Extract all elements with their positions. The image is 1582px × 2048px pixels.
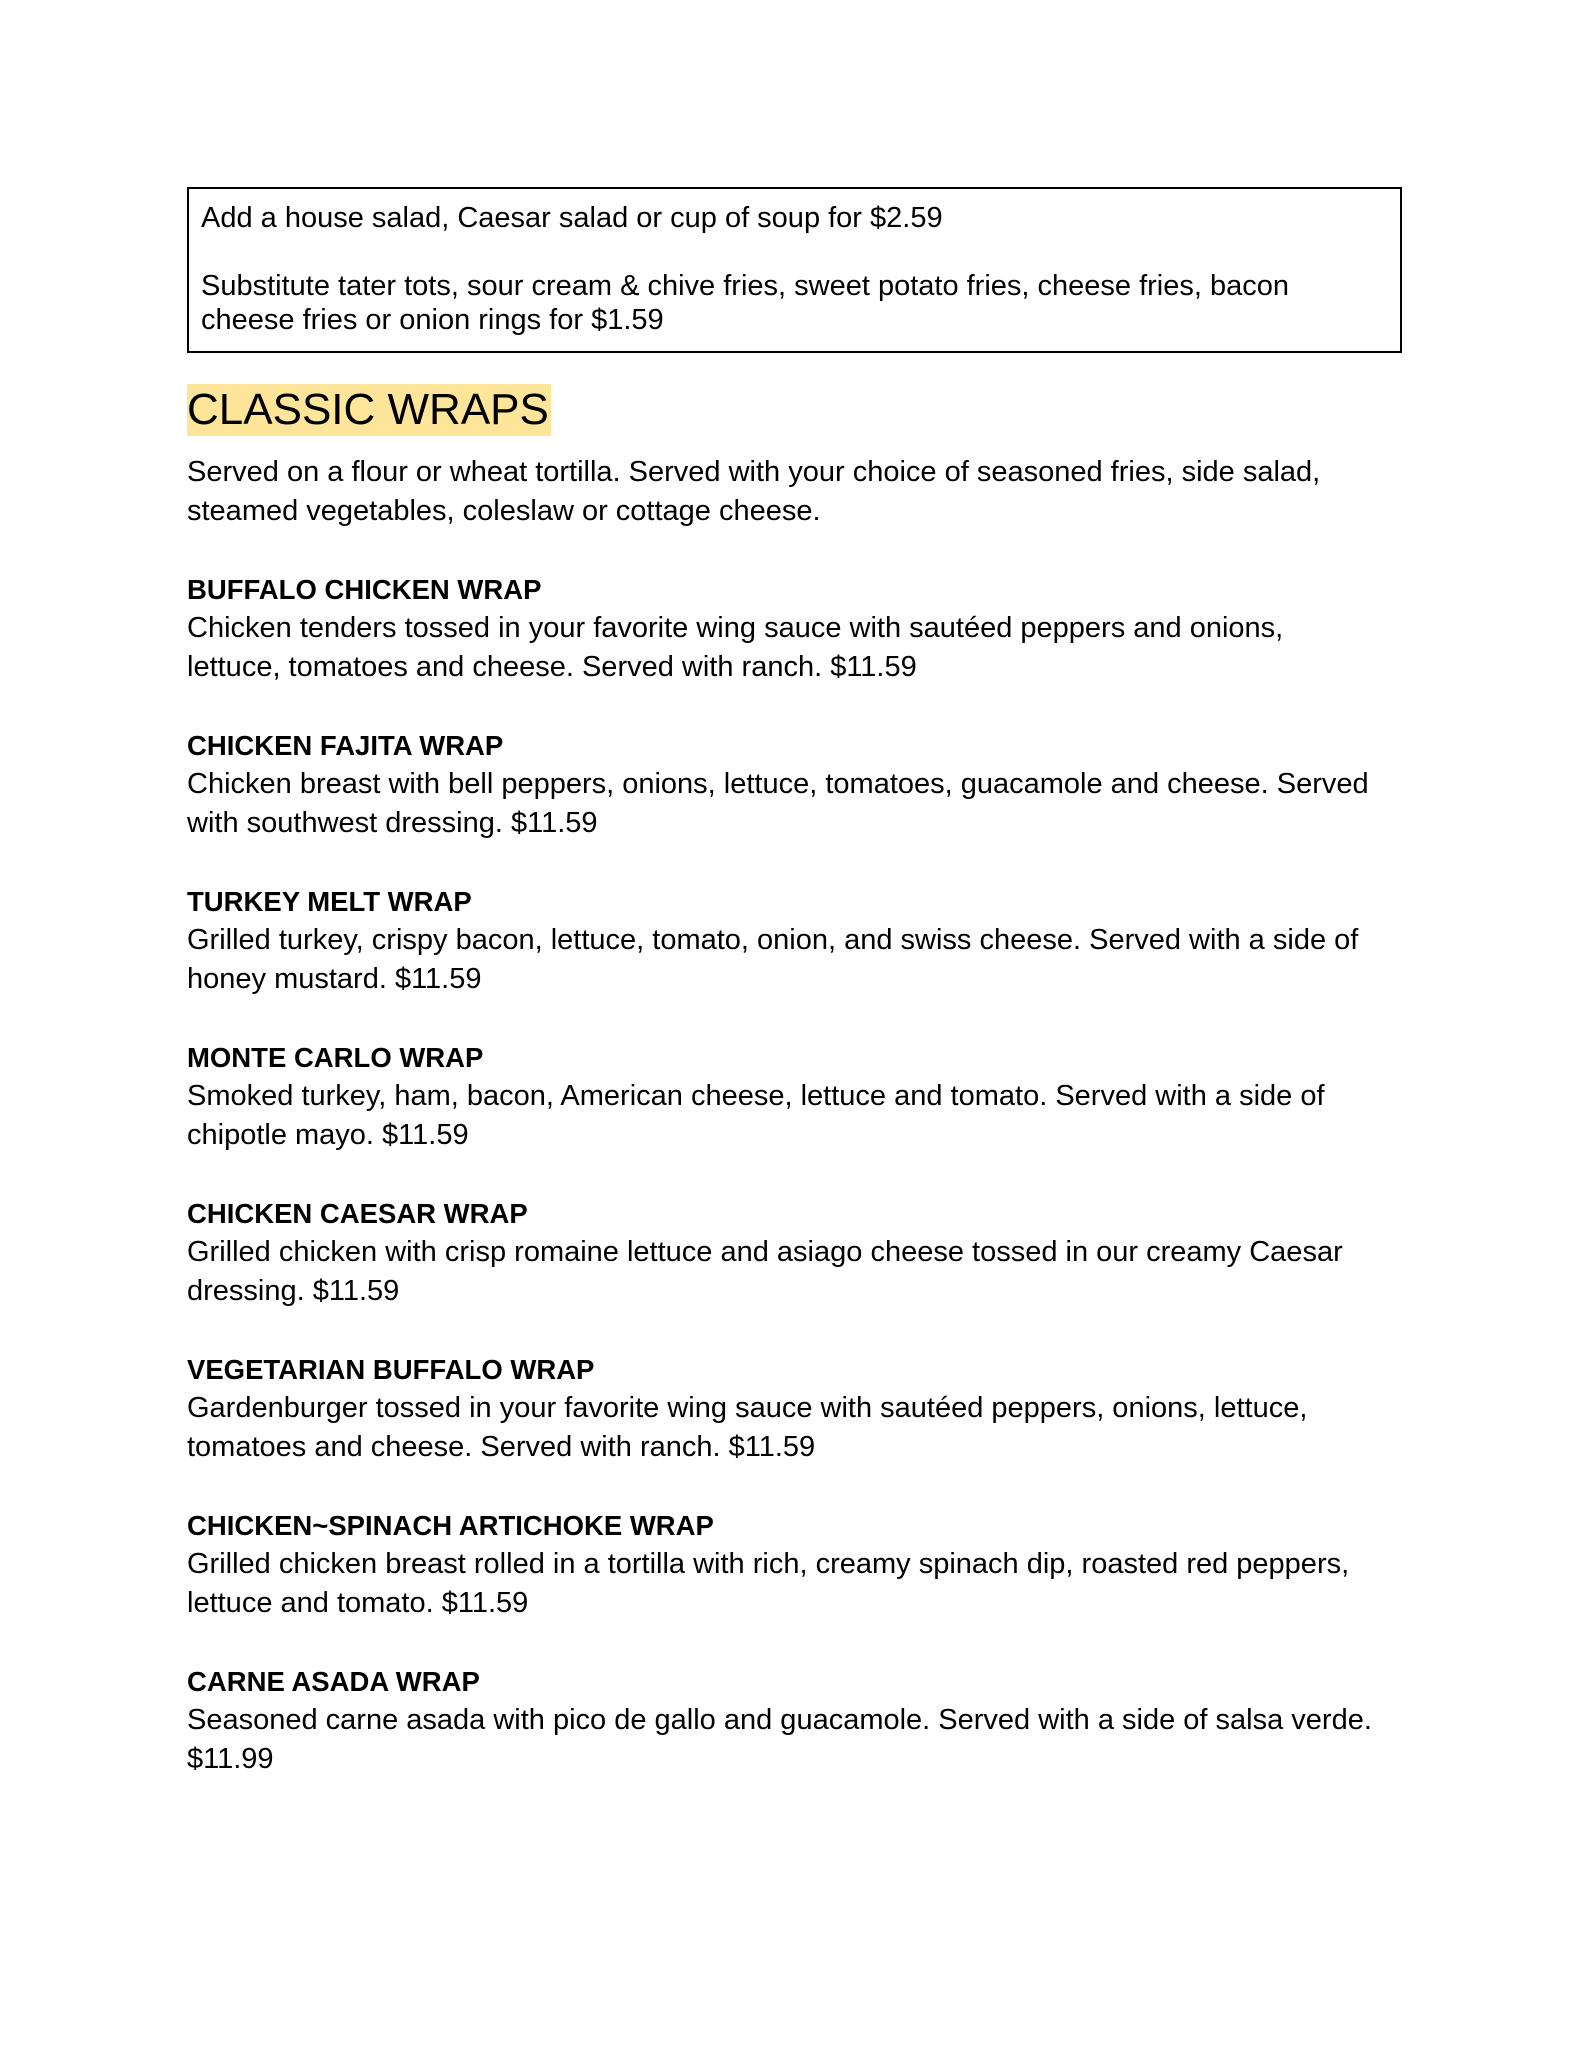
menu-item-description: Chicken tenders tossed in your favorite wing sauce with sautéed peppers and onions, lettuce, tomatoes and cheese. Served with ranch. $11.59 bbox=[187, 612, 1284, 683]
menu-item-name: TURKEY MELT WRAP bbox=[187, 886, 472, 917]
menu-item-description: Seasoned carne asada with pico de gallo and guacamole. Served with a side of salsa verde. $11.99 bbox=[187, 1704, 1372, 1775]
fries-substitution-text: Substitute tater tots, sour cream & chive fries, sweet potato fries, cheese fries, bacon cheese fries or onion rings for $1.59 bbox=[201, 270, 1290, 336]
menu-item-list bbox=[187, 570, 1402, 1779]
menu-item bbox=[187, 1194, 1402, 1311]
menu-item bbox=[187, 1038, 1402, 1155]
menu-item-name: CARNE ASADA WRAP bbox=[187, 1666, 480, 1697]
menu-item bbox=[187, 1506, 1402, 1623]
menu-item-description: Grilled chicken breast rolled in a tortilla with rich, creamy spinach dip, roasted red peppers, lettuce and tomato. $11.59 bbox=[187, 1548, 1350, 1619]
menu-item-description: Smoked turkey, ham, bacon, American cheese, lettuce and tomato. Served with a side of chipotle mayo. $11.59 bbox=[187, 1080, 1325, 1151]
section-title: CLASSIC WRAPS bbox=[187, 385, 549, 434]
side-salad-upgrade-text: Add a house salad, Caesar salad or cup of soup for $2.59 bbox=[201, 202, 943, 234]
menu-item-name: VEGETARIAN BUFFALO WRAP bbox=[187, 1354, 595, 1385]
menu-item-description: Chicken breast with bell peppers, onions, lettuce, tomatoes, guacamole and cheese. Served with southwest dressing. $11.59 bbox=[187, 768, 1369, 839]
menu-item-description: Grilled chicken with crisp romaine lettuce and asiago cheese tossed in our creamy Caesar dressing. $11.59 bbox=[187, 1236, 1343, 1307]
menu-item bbox=[187, 882, 1402, 999]
menu-item-description: Gardenburger tossed in your favorite wing sauce with sautéed peppers, onions, lettuce, tomatoes and cheese. Served with ranch. $11.59 bbox=[187, 1392, 1308, 1463]
section-intro: Served on a flour or wheat tortilla. Served with your choice of seasoned fries, side salad, steamed vegetables, coleslaw or cottage cheese. bbox=[187, 456, 1321, 527]
add-on-notice-box bbox=[187, 187, 1402, 353]
menu-item bbox=[187, 1350, 1402, 1467]
menu-content bbox=[187, 187, 1402, 1818]
menu-item-name: MONTE CARLO WRAP bbox=[187, 1042, 484, 1073]
menu-item-name: CHICKEN~SPINACH ARTICHOKE WRAP bbox=[187, 1510, 714, 1541]
menu-item bbox=[187, 1662, 1402, 1779]
menu-item-name: CHICKEN CAESAR WRAP bbox=[187, 1198, 528, 1229]
menu-item bbox=[187, 570, 1402, 687]
menu-item-name: BUFFALO CHICKEN WRAP bbox=[187, 574, 542, 605]
menu-item-name: CHICKEN FAJITA WRAP bbox=[187, 730, 504, 761]
menu-item-description: Grilled turkey, crispy bacon, lettuce, tomato, onion, and swiss cheese. Served with a side of honey mustard. $11.59 bbox=[187, 924, 1359, 995]
menu-item bbox=[187, 726, 1402, 843]
